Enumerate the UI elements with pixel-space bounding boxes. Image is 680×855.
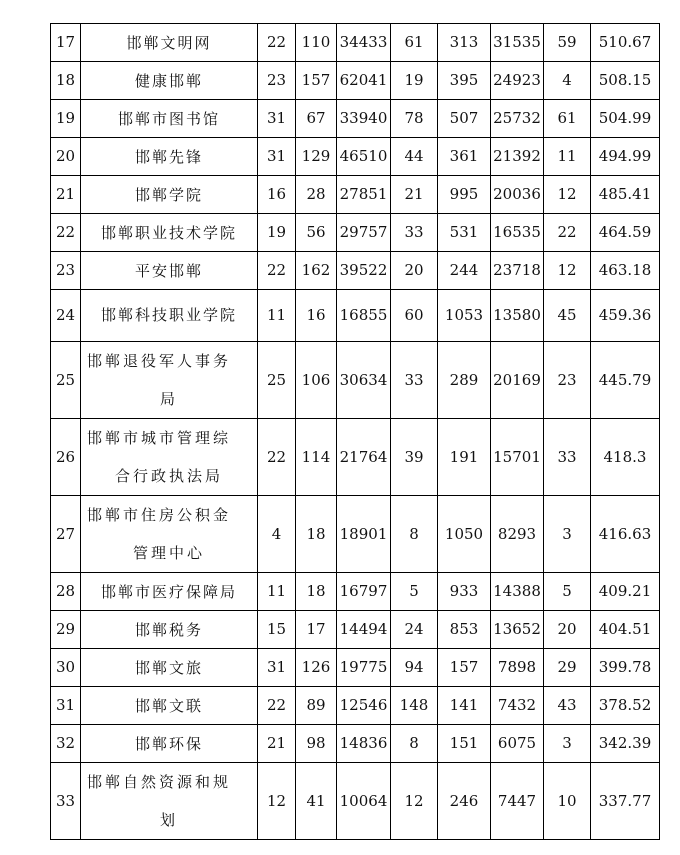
- value-cell: 31535: [491, 24, 544, 62]
- account-name-cell: 平安邯郸: [81, 252, 258, 290]
- value-cell: 10064: [337, 763, 391, 840]
- account-name-cell: 邯郸科技职业学院: [81, 290, 258, 342]
- value-cell: 933: [438, 573, 491, 611]
- value-cell: 19: [391, 62, 438, 100]
- value-cell: 33: [391, 214, 438, 252]
- value-cell: 21: [391, 176, 438, 214]
- value-cell: 39: [391, 419, 438, 496]
- value-cell: 28: [296, 176, 337, 214]
- table-row: [51, 763, 660, 840]
- score-cell: 416.63: [591, 496, 660, 573]
- value-cell: 18901: [337, 496, 391, 573]
- value-cell: 33: [544, 419, 591, 496]
- table-row: [51, 100, 660, 138]
- value-cell: 16797: [337, 573, 391, 611]
- account-name-line-1: 邯郸市住房公积金: [87, 506, 232, 524]
- value-cell: 33: [391, 342, 438, 419]
- account-name-cell: [81, 419, 258, 496]
- score-cell: 378.52: [591, 687, 660, 725]
- value-cell: 56: [296, 214, 337, 252]
- value-cell: 25732: [491, 100, 544, 138]
- value-cell: 19775: [337, 649, 391, 687]
- value-cell: 33940: [337, 100, 391, 138]
- value-cell: 148: [391, 687, 438, 725]
- value-cell: 1053: [438, 290, 491, 342]
- value-cell: 21764: [337, 419, 391, 496]
- value-cell: 110: [296, 24, 337, 62]
- value-cell: 5: [391, 573, 438, 611]
- value-cell: 162: [296, 252, 337, 290]
- score-cell: 404.51: [591, 611, 660, 649]
- value-cell: 61: [544, 100, 591, 138]
- score-cell: 459.36: [591, 290, 660, 342]
- value-cell: 14836: [337, 725, 391, 763]
- table-row: [51, 496, 660, 573]
- table-row: [51, 62, 660, 100]
- rank-cell: 33: [51, 763, 81, 840]
- value-cell: 22: [258, 419, 296, 496]
- score-cell: 510.67: [591, 24, 660, 62]
- value-cell: 3: [544, 496, 591, 573]
- value-cell: 41: [296, 763, 337, 840]
- table-row: [51, 252, 660, 290]
- value-cell: 14388: [491, 573, 544, 611]
- score-cell: 342.39: [591, 725, 660, 763]
- account-name-cell: 邯郸学院: [81, 176, 258, 214]
- table-row: [51, 611, 660, 649]
- account-name-cell: [81, 342, 258, 419]
- value-cell: 98: [296, 725, 337, 763]
- value-cell: 23: [258, 62, 296, 100]
- account-name-cell: 邯郸环保: [81, 725, 258, 763]
- score-cell: 494.99: [591, 138, 660, 176]
- value-cell: 20036: [491, 176, 544, 214]
- value-cell: 151: [438, 725, 491, 763]
- rank-cell: 25: [51, 342, 81, 419]
- score-cell: 464.59: [591, 214, 660, 252]
- score-cell: 445.79: [591, 342, 660, 419]
- table-row: [51, 419, 660, 496]
- value-cell: 29: [544, 649, 591, 687]
- account-name-line-2: 划: [159, 811, 178, 829]
- value-cell: 22: [258, 24, 296, 62]
- score-cell: 409.21: [591, 573, 660, 611]
- rank-cell: 19: [51, 100, 81, 138]
- value-cell: 43: [544, 687, 591, 725]
- score-cell: 418.3: [591, 419, 660, 496]
- value-cell: 995: [438, 176, 491, 214]
- value-cell: 6075: [491, 725, 544, 763]
- value-cell: 12: [391, 763, 438, 840]
- value-cell: 157: [296, 62, 337, 100]
- value-cell: 25: [258, 342, 296, 419]
- value-cell: 129: [296, 138, 337, 176]
- value-cell: 5: [544, 573, 591, 611]
- value-cell: 7898: [491, 649, 544, 687]
- table-row: [51, 176, 660, 214]
- value-cell: 16535: [491, 214, 544, 252]
- value-cell: 27851: [337, 176, 391, 214]
- value-cell: 24923: [491, 62, 544, 100]
- table-row: [51, 342, 660, 419]
- value-cell: 21392: [491, 138, 544, 176]
- value-cell: 30634: [337, 342, 391, 419]
- value-cell: 19: [258, 214, 296, 252]
- score-cell: 399.78: [591, 649, 660, 687]
- rank-cell: 28: [51, 573, 81, 611]
- value-cell: 24: [391, 611, 438, 649]
- value-cell: 34433: [337, 24, 391, 62]
- rank-cell: 30: [51, 649, 81, 687]
- value-cell: 31: [258, 649, 296, 687]
- rank-cell: 17: [51, 24, 81, 62]
- account-name-cell: [81, 763, 258, 840]
- value-cell: 45: [544, 290, 591, 342]
- value-cell: 157: [438, 649, 491, 687]
- value-cell: 15: [258, 611, 296, 649]
- value-cell: 61: [391, 24, 438, 62]
- value-cell: 141: [438, 687, 491, 725]
- table-row: [51, 24, 660, 62]
- value-cell: 507: [438, 100, 491, 138]
- account-name-line-2: 局: [159, 390, 178, 408]
- value-cell: 13580: [491, 290, 544, 342]
- value-cell: 18: [296, 496, 337, 573]
- value-cell: 246: [438, 763, 491, 840]
- value-cell: 67: [296, 100, 337, 138]
- account-name-line-2: 管理中心: [132, 544, 205, 562]
- rank-cell: 29: [51, 611, 81, 649]
- value-cell: 15701: [491, 419, 544, 496]
- table-row: [51, 687, 660, 725]
- value-cell: 8: [391, 725, 438, 763]
- value-cell: 78: [391, 100, 438, 138]
- value-cell: 59: [544, 24, 591, 62]
- value-cell: 18: [296, 573, 337, 611]
- value-cell: 4: [544, 62, 591, 100]
- account-name-cell: 邯郸职业技术学院: [81, 214, 258, 252]
- value-cell: 94: [391, 649, 438, 687]
- value-cell: 106: [296, 342, 337, 419]
- value-cell: 22: [258, 252, 296, 290]
- rank-cell: 24: [51, 290, 81, 342]
- score-cell: 337.77: [591, 763, 660, 840]
- value-cell: 44: [391, 138, 438, 176]
- rank-cell: 21: [51, 176, 81, 214]
- value-cell: 8: [391, 496, 438, 573]
- value-cell: 289: [438, 342, 491, 419]
- value-cell: 31: [258, 100, 296, 138]
- ranking-table: [50, 23, 660, 840]
- value-cell: 8293: [491, 496, 544, 573]
- account-name-cell: 邯郸税务: [81, 611, 258, 649]
- value-cell: 22: [258, 687, 296, 725]
- rank-cell: 22: [51, 214, 81, 252]
- value-cell: 12546: [337, 687, 391, 725]
- value-cell: 16: [258, 176, 296, 214]
- value-cell: 20: [544, 611, 591, 649]
- value-cell: 16: [296, 290, 337, 342]
- value-cell: 23718: [491, 252, 544, 290]
- account-name-cell: 邯郸市医疗保障局: [81, 573, 258, 611]
- account-name-line-1: 邯郸市城市管理综: [87, 429, 232, 447]
- value-cell: 16855: [337, 290, 391, 342]
- rank-cell: 18: [51, 62, 81, 100]
- score-cell: 485.41: [591, 176, 660, 214]
- value-cell: 21: [258, 725, 296, 763]
- score-cell: 504.99: [591, 100, 660, 138]
- value-cell: 39522: [337, 252, 391, 290]
- value-cell: 60: [391, 290, 438, 342]
- rank-cell: 26: [51, 419, 81, 496]
- value-cell: 4: [258, 496, 296, 573]
- value-cell: 395: [438, 62, 491, 100]
- account-name-cell: 邯郸文旅: [81, 649, 258, 687]
- value-cell: 244: [438, 252, 491, 290]
- value-cell: 14494: [337, 611, 391, 649]
- rank-cell: 27: [51, 496, 81, 573]
- account-name-cell: 邯郸文明网: [81, 24, 258, 62]
- value-cell: 10: [544, 763, 591, 840]
- value-cell: 20: [391, 252, 438, 290]
- table-row: [51, 290, 660, 342]
- value-cell: 11: [544, 138, 591, 176]
- account-name-line-1: 邯郸退役军人事务: [87, 352, 232, 370]
- value-cell: 12: [544, 176, 591, 214]
- rank-cell: 20: [51, 138, 81, 176]
- table-row: [51, 214, 660, 252]
- account-name-cell: 邯郸文联: [81, 687, 258, 725]
- value-cell: 13652: [491, 611, 544, 649]
- value-cell: 7432: [491, 687, 544, 725]
- value-cell: 531: [438, 214, 491, 252]
- value-cell: 12: [258, 763, 296, 840]
- value-cell: 23: [544, 342, 591, 419]
- value-cell: 7447: [491, 763, 544, 840]
- value-cell: 89: [296, 687, 337, 725]
- value-cell: 12: [544, 252, 591, 290]
- account-name-cell: [81, 496, 258, 573]
- value-cell: 1050: [438, 496, 491, 573]
- value-cell: 11: [258, 573, 296, 611]
- value-cell: 126: [296, 649, 337, 687]
- rank-cell: 32: [51, 725, 81, 763]
- value-cell: 62041: [337, 62, 391, 100]
- table-row: [51, 649, 660, 687]
- value-cell: 853: [438, 611, 491, 649]
- value-cell: 191: [438, 419, 491, 496]
- account-name-line-2: 合行政执法局: [114, 467, 223, 485]
- value-cell: 361: [438, 138, 491, 176]
- account-name-cell: 邯郸市图书馆: [81, 100, 258, 138]
- table-row: [51, 138, 660, 176]
- value-cell: 17: [296, 611, 337, 649]
- value-cell: 20169: [491, 342, 544, 419]
- account-name-cell: 邯郸先锋: [81, 138, 258, 176]
- value-cell: 22: [544, 214, 591, 252]
- account-name-line-1: 邯郸自然资源和规: [87, 773, 232, 791]
- score-cell: 463.18: [591, 252, 660, 290]
- rank-cell: 31: [51, 687, 81, 725]
- value-cell: 313: [438, 24, 491, 62]
- value-cell: 29757: [337, 214, 391, 252]
- value-cell: 31: [258, 138, 296, 176]
- score-cell: 508.15: [591, 62, 660, 100]
- rank-cell: 23: [51, 252, 81, 290]
- table-row: [51, 573, 660, 611]
- table-row: [51, 725, 660, 763]
- value-cell: 114: [296, 419, 337, 496]
- value-cell: 46510: [337, 138, 391, 176]
- value-cell: 11: [258, 290, 296, 342]
- value-cell: 3: [544, 725, 591, 763]
- account-name-cell: 健康邯郸: [81, 62, 258, 100]
